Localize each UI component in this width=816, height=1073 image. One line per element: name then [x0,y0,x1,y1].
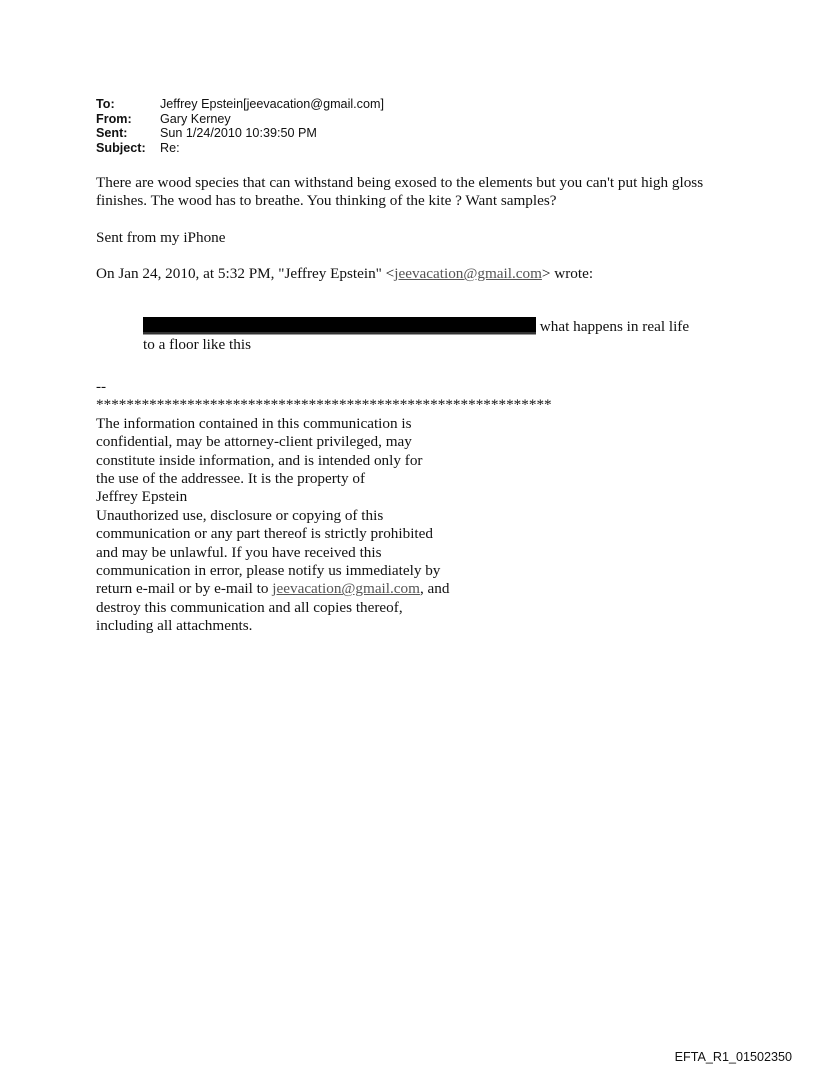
quote-intro-prefix: On Jan 24, 2010, at 5:32 PM, "Jeffrey Epstein" < [96,265,395,283]
body-paragraph-1: There are wood species that can withstand being exosed to the elements but you can't put high gloss finishes. The wood has to breathe. You thinking of the kite ? Want samples? [96,174,704,210]
disclaimer-email-link[interactable]: jeevacation@gmail.com [272,580,420,598]
subject-label: Subject: [96,140,146,155]
header-row-to [96,97,384,112]
disclaimer-line: communication in error, please notify us immediately by [96,562,441,580]
sent-label: Sent: [96,126,128,140]
quoted-message [143,317,703,355]
header-row-subject [96,141,384,156]
quoted-text: what happens in real life to a floor like this [143,318,690,354]
disclaimer-line: The information contained in this communication is [96,414,412,432]
email-header [96,97,384,155]
from-value: Gary Kerney [160,111,231,126]
disclaimer-line: including all attachments. [96,617,253,635]
disclaimer-suffix: , and [419,580,450,598]
disclaimer-line: destroy this communication and all copies thereof, [96,598,403,616]
quote-intro-suffix: > wrote: [541,265,594,283]
signature-block [96,378,656,636]
quote-intro-email-link[interactable]: jeevacation@gmail.com [394,265,542,283]
quote-intro-line [96,265,736,283]
disclaimer-line: Unauthorized use, disclosure or copying of this [96,506,384,524]
disclaimer-line: constitute inside information, and is intended only for [96,451,423,469]
to-label: To: [96,97,115,111]
signature-stars: ************************************************************ [96,396,552,414]
signature-dashes: -- [96,378,107,395]
from-label: From: [96,111,132,126]
disclaimer-line: and may be unlawful. If you have received this [96,543,382,561]
document-id: EFTA_R1_01502350 [674,1050,792,1064]
to-value: Jeffrey Epstein[jeevacation@gmail.com] [160,97,384,111]
header-row-from [96,112,384,127]
disclaimer-line: the use of the addressee. It is the property of [96,470,366,488]
sent-from-line: Sent from my iPhone [96,228,226,246]
disclaimer-line: confidential, may be attorney-client privileged, may [96,433,412,451]
subject-value: Re: [160,140,180,155]
disclaimer-line: Jeffrey Epstein [96,488,188,506]
header-row-sent [96,126,384,141]
email-body [96,174,736,284]
sent-value: Sun 1/24/2010 10:39:50 PM [160,126,317,140]
disclaimer-prefix: return e-mail or by e-mail to [96,580,273,598]
redaction-bar [143,317,536,334]
disclaimer-line: communication or any part thereof is strictly prohibited [96,525,433,543]
disclaimer-line [96,580,656,598]
